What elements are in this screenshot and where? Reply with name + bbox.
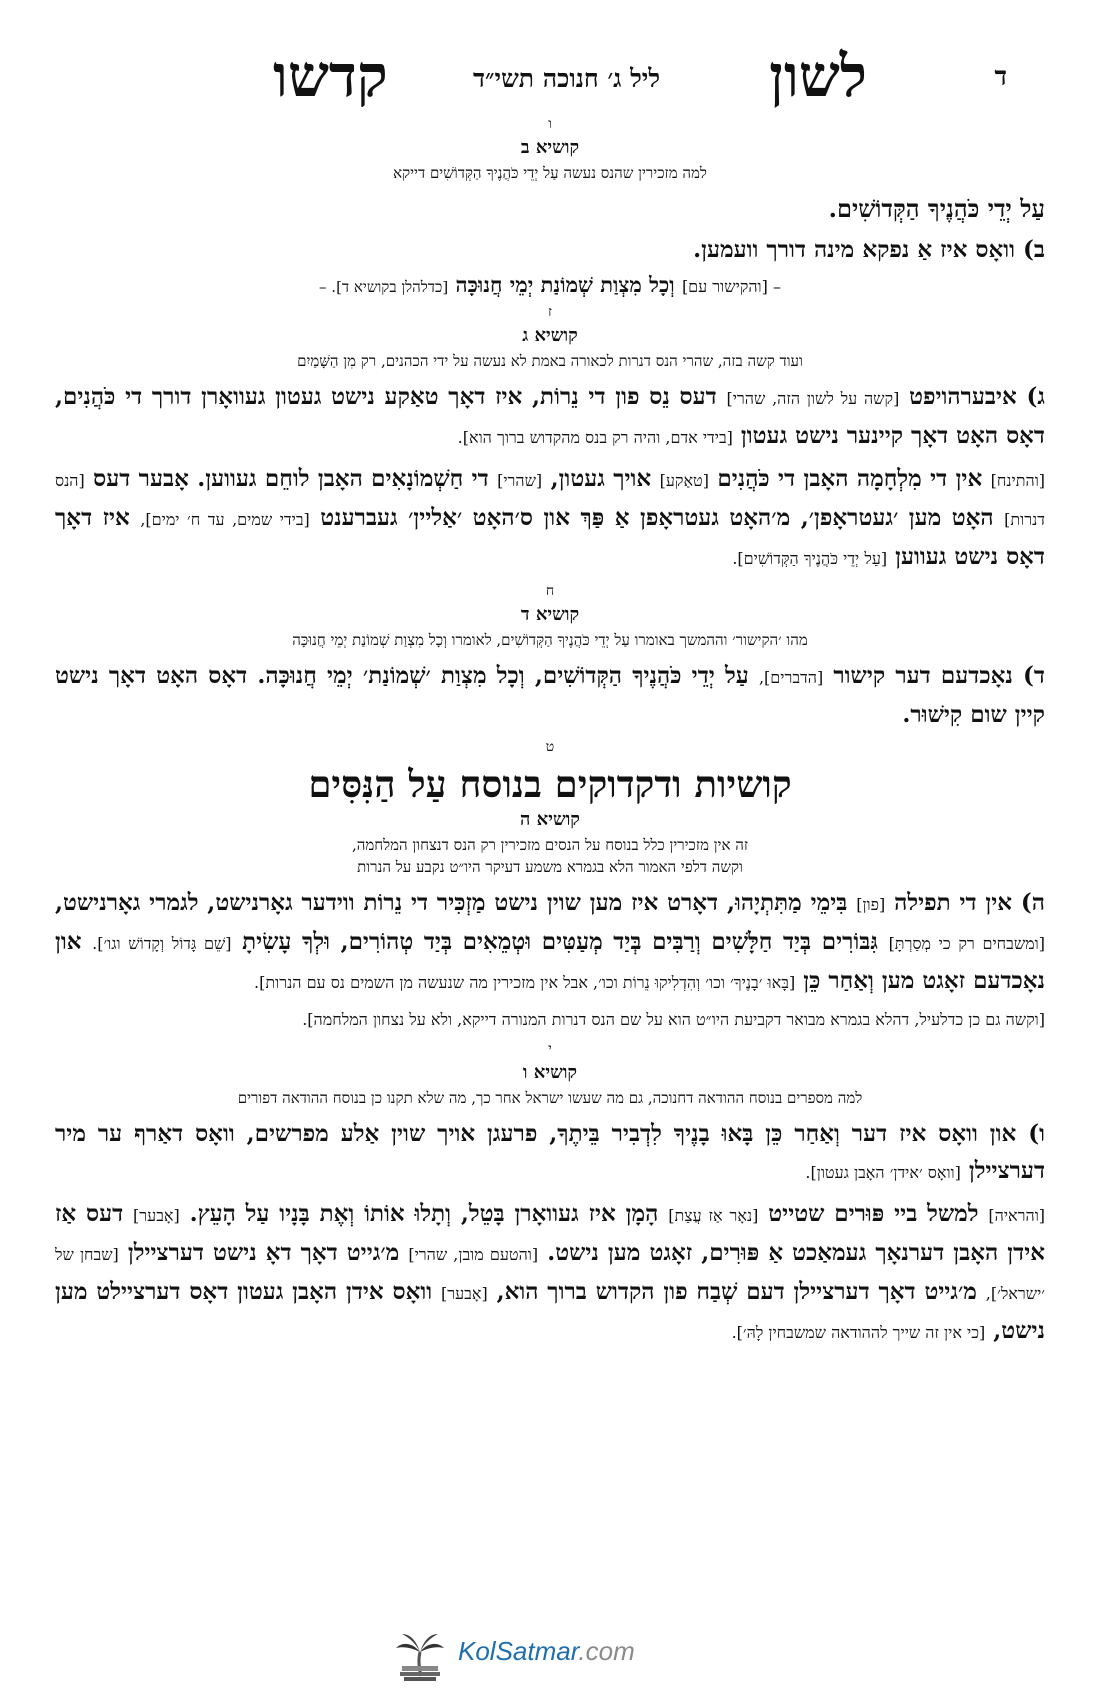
text: עַל יְדֵי כֹּהֲנֶיךָ הַקְּדוֹשִׁים, וְכָל מִצְוַת ׳שְׁמוֹנַת׳ יְמֵי חֲנוּכָּה. דאָס האָט דאָך נישט קיין שום קִישׁוּר. [55, 662, 1045, 728]
logo-text [458, 1636, 635, 1667]
quote-text: וְכָל מִצְוַת שְׁמוֹנַת יְמֵי חֲנוּכָּה [455, 272, 675, 297]
bracket-note: [פון] [856, 895, 886, 914]
kolsatmar-logo [392, 1630, 652, 1682]
bracket-note: [והראיה] [988, 1206, 1046, 1225]
question-description: מהו ׳הקישור׳ וההמשך באומרו עַל יְדֵי כֹּהֲנֶיךָ הַקְּדוֹשִׁים, לאומרו וְכָל מִצְוַת שְׁמוֹנַת יְמֵי חֲנוּכָּה [292, 631, 808, 649]
bracket-note: [וואָס ׳אידן׳ האָבן געטון]. [805, 1163, 961, 1182]
question-title: קושיא ו [522, 1062, 578, 1083]
header-date: ליל ג׳ חנוכה תשי״ד [473, 64, 661, 93]
palm-tree-books-icon [392, 1630, 448, 1682]
text: ה) אין די תפילה [894, 889, 1045, 916]
bracket-note: [ומשבחים רק כי מְסַרְתָּ] [888, 934, 1045, 953]
text: מ׳גייט דאָך דאָ נישט דערציילן [127, 1239, 400, 1266]
paragraph [55, 378, 1045, 456]
text: דעס נֵס פון די נֵרוֹת, איז דאָך טאַקע נישט געטון געוואָרן דורך די כֹּהֲנִים, דאָס האָט דאָך קיינער נישט געטון [55, 383, 1045, 449]
logo-tld: .com [578, 1636, 635, 1666]
bracket-note: [כי אין זה שייך לההודאה שמשבחין לָהּ׳]. [731, 1323, 986, 1342]
paragraph [55, 657, 1045, 733]
text: דעס אַז אידן האָבן דערנאָך געמאַכט אַ פּוּרִים, זאָגט מען נישט. [55, 1200, 1046, 1266]
bracket-note: [נאָר אַז עֲצַת] [668, 1206, 759, 1225]
text: די חַשְׁמוֹנָאִים האָבן לוחֵם געווען. אָבער דעס [93, 465, 489, 492]
question-description: וקשה דלפי האמור הלא בגמרא משמע דעיקר היו״ט נקבע על הנרות [357, 858, 743, 876]
header-right-word: קדשו [273, 42, 388, 110]
header-left-word: לשון [769, 42, 867, 110]
text: למשל ביי פּוּרים שטייט [768, 1200, 979, 1227]
text: וואָס אידן האָבן געטון דאָס דערציילט מען נישט, [55, 1278, 1045, 1344]
bracket-note: [בָּאוּ ׳בָנֶיךָ׳ וכו׳ וְהִדְלִיקוּ נֵרוֹת וכו׳, אבל אין מזכירין מה שנעשה מן השמים נס עם הנרות]. [254, 973, 796, 992]
bracket-note: [שהרי] [497, 471, 543, 490]
text: ד) נאָכדעם דער קישור [833, 662, 1045, 689]
text: האָט מען ׳געטראָפן׳, מ׳האָט געטראָפן אַ פַּךְ און ס׳האָט ׳אַליין׳ געברענט [320, 504, 994, 531]
bracket-note: – [והקישור עם] [681, 277, 781, 296]
question-title: קושיא ב [520, 137, 580, 158]
question-description: למה מספרים בנוסח ההודאה דחנוכה, גם מה שעשו ישראל אחר כך, מה שלא תקנו כן בנוסח ההודאה דפורים [237, 1089, 863, 1107]
bracket-note: [עַל יְדֵי כֹּהֲנֶיךָ הַקְּדוֹשִׁים]. [732, 549, 888, 568]
text: הָמָן איז געוואָרן בָּטֵל, וְתָלוּ אוֹתוֹ וְאֶת בָּנָיו עַל הָעֵץ. [189, 1200, 659, 1227]
text: איז דאָך דאָס נישט געווען [55, 504, 1045, 570]
text: גִּבּוֹרִים בְּיַד חַלָּשִׁים וְרַבִּים בְּיַד מְעַטִּים וּטְמֵאִים בְּיַד טְהוֹרִים, וּלְךָ עָשִׂיתָ [242, 928, 878, 955]
section-letter: ח [545, 583, 555, 599]
bracket-note: [בידי שמים, עד ח׳ ימים], [140, 510, 310, 529]
page-header [55, 0, 1045, 110]
question-description: ועוד קשה בזה, שהרי הנס דנרות לכאורה באמת לא נעשה על ידי הכהנים, רק מִן הַשָּׁמַיִם [297, 352, 803, 370]
text: אויך געטון, [550, 465, 652, 492]
section-heading: קושיות ודקדוקים בנוסח עַל הַנִּסִּים [308, 762, 792, 806]
bracket-note: [טאַקע] [659, 471, 709, 490]
text: בִּימֵי מַתִּתְיָהוּ, דאָרט איז מען שוין נישט מַזְכִּיר די נֵרוֹת ווידער גאָרנישט, לגמרי גאָרנישט, [55, 889, 848, 916]
page-letter: ד [994, 62, 1007, 92]
text: ג) איבערהויפט [909, 383, 1046, 410]
logo-main: KolSatmar [458, 1636, 579, 1666]
bracket-note: [קשה על לשון הזה, שהרי] [726, 389, 900, 408]
question-description: למה מזכירין שהנס נעשה עַל יְדֵי כֹּהֲנֶיךָ הַקְּדוֹשִׁים דייקא [393, 164, 707, 182]
section-letter: ו [548, 116, 552, 132]
note-paragraph: [וקשה גם כן כדלעיל, דהלא בגמרא מבואר דקביעת היו״ט הוא על שם הנס דנרות המנורה דייקא, ולא על נצחון המלחמה]. [302, 1010, 1045, 1029]
bracket-note: [הדברים], [758, 668, 824, 687]
question-description: זה אין מזכירין כלל בנוסח על הנסים מזכירין רק הנס דנצחון המלחמה, [351, 836, 749, 854]
bracket-note: [והטעם מובן, שהרי] [408, 1245, 539, 1264]
section-letter: ז [548, 304, 552, 320]
question-title: קושיא ה [520, 809, 580, 830]
bracket-note: [שֵׁם גָּדוֹל וְקָדוֹשׁ וגו׳]. [92, 934, 232, 953]
paragraph [55, 460, 1045, 577]
connection-line [55, 272, 1045, 298]
bracket-note: [בידי אדם, והיה רק בנס מהקדוש ברוך הוא]. [457, 428, 733, 447]
bracket-note: [והתינח] [990, 471, 1046, 490]
bracket-note: [אָבער] [441, 1284, 488, 1303]
question-title: קושיא ד [520, 604, 580, 625]
bracket-note: [הנס דנרות] [55, 471, 1045, 529]
section-letter: י [548, 1041, 552, 1057]
text: ו) און וואָס איז דער וְאַחַר כֵּן בָּאוּ בָנֶיךָ לִדְבִיר בֵּיתֶךָ, פרעגן אויך שוין אַלע מפרשים, וואָס דאַרף ער מיר דערציילן [55, 1120, 1045, 1184]
paragraph [55, 1115, 1045, 1191]
text: מ׳גייט דאָך דערציילן דעם שְׁבַח פון הקדוש ברוך הוא, [496, 1278, 977, 1305]
quote-line: עַל יְדֵי כֹּהֲנֶיךָ הַקְּדוֹשִׁים. [828, 194, 1045, 223]
paragraph: ב) וואָס איז אַ נפקא מינה דורך וועמען. [693, 236, 1045, 263]
bracket-note: [כדלהלן בקושיא ד]. – [319, 278, 449, 296]
text: און נאָכדעם זאָגט מען וְאַחַר כֵּן [55, 928, 1045, 994]
bracket-note: [שבחן של ׳ישראל׳], [55, 1245, 1045, 1303]
paragraph [55, 1195, 1045, 1351]
section-letter: ט [545, 739, 555, 755]
text: אין די מִלְחָמָה האָבן די כֹּהֲנִים [717, 465, 983, 492]
bracket-note: [אָבער] [133, 1206, 180, 1225]
paragraph [55, 884, 1045, 1001]
question-title: קושיא ג [522, 325, 578, 346]
